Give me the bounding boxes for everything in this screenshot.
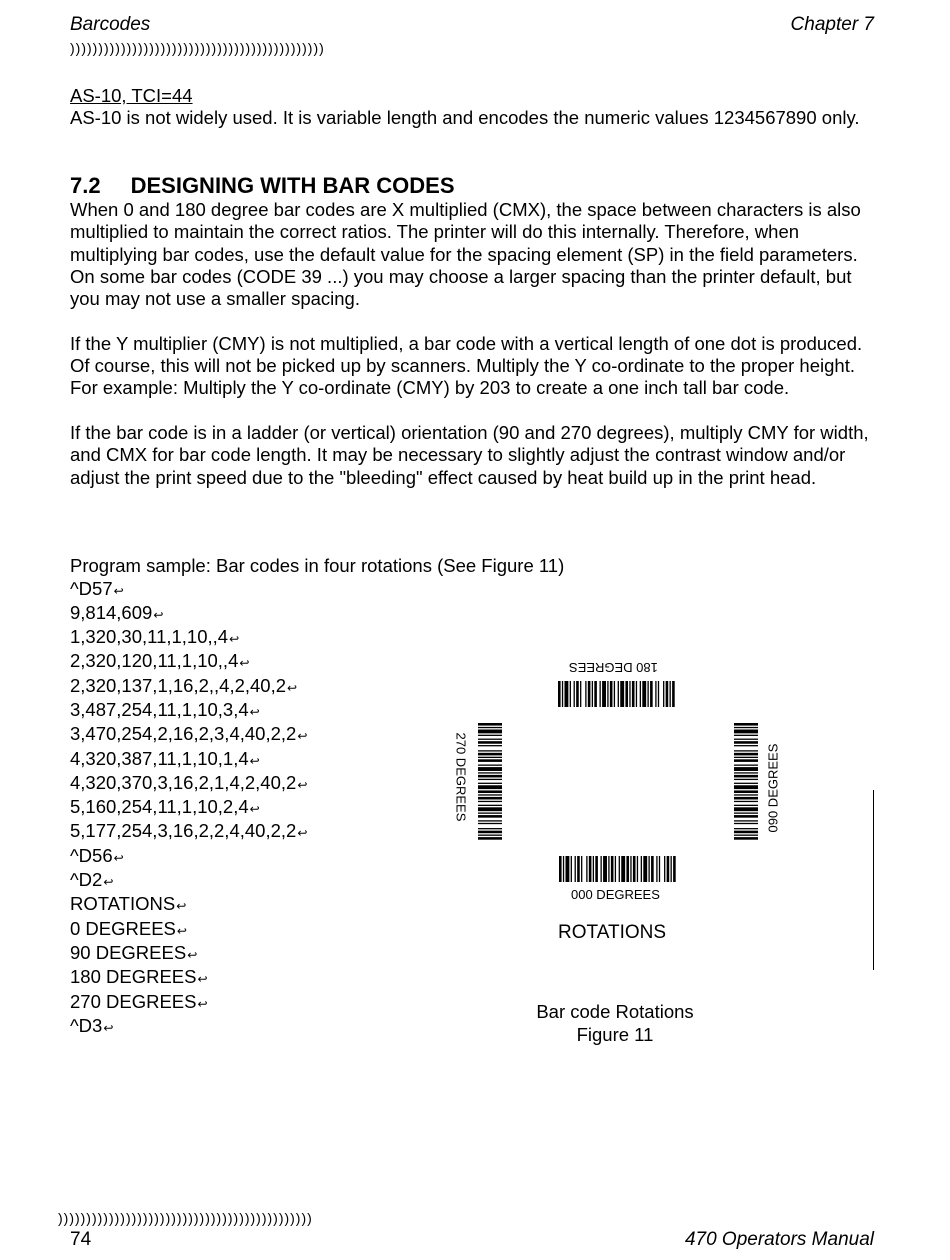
page-number: 74 [70, 1229, 92, 1250]
barcode-bar [673, 856, 676, 882]
return-arrow-icon: ↩ [103, 875, 114, 890]
barcode-bar [580, 681, 581, 707]
barcode-bar [478, 772, 502, 773]
return-arrow-icon: ↩ [187, 947, 198, 962]
running-header-right: Chapter 7 [790, 14, 874, 35]
barcode-bar [734, 753, 758, 756]
barcode-bar [734, 820, 758, 821]
barcode-bar [478, 783, 502, 784]
code-line-text: ROTATIONS [70, 893, 176, 915]
code-line-text: 5,160,254,11,1,10,2,4 [70, 796, 249, 818]
barcode-bar [734, 745, 758, 746]
section-heading [70, 173, 455, 199]
barcode-bar [734, 805, 758, 806]
barcode-bar [734, 835, 758, 836]
barcode-bar [670, 681, 671, 707]
label-090-degrees: 090 DEGREES [765, 743, 781, 833]
as10-text: AS-10 is not widely used. It is variable length and encodes the numeric values 1234567890 only. [70, 107, 860, 129]
barcode-bar [478, 767, 502, 771]
barcode-bar [734, 797, 758, 800]
barcode-bar [478, 820, 502, 821]
barcode-bar [607, 681, 608, 707]
barcode-bar [658, 681, 659, 707]
code-line-text: 9,814,609 [70, 601, 153, 623]
barcode-bar [632, 681, 635, 707]
code-line-text: 3,470,254,2,16,2,3,4,40,2,2 [70, 723, 297, 745]
barcode-bar [589, 856, 592, 882]
code-line-text: 5,177,254,3,16,2,2,4,40,2,2 [70, 820, 297, 842]
barcode-bar [626, 856, 629, 882]
code-line-text: 0 DEGREES [70, 917, 176, 939]
code-line [70, 918, 307, 942]
barcode-bar [594, 681, 597, 707]
barcode-bar [478, 757, 502, 758]
code-line-text: 4,320,387,11,1,10,1,4 [70, 747, 249, 769]
barcode-bar [734, 759, 758, 762]
barcode-bar [478, 775, 502, 778]
barcode-bar [659, 856, 660, 882]
barcode-bar [603, 856, 607, 882]
barcode-bar [576, 681, 579, 707]
code-line [70, 991, 307, 1015]
barcode-bar [672, 681, 675, 707]
return-arrow-icon: ↩ [249, 802, 260, 817]
code-line [70, 1015, 307, 1039]
barcode-bar [734, 775, 758, 778]
barcode-bar [586, 856, 587, 882]
running-header-left: Barcodes [70, 14, 151, 35]
code-line-text: 270 DEGREES [70, 990, 197, 1012]
barcode-bar [558, 681, 561, 707]
barcode-bar [577, 856, 580, 882]
barcode-bar [478, 837, 502, 840]
barcode-bar [620, 681, 624, 707]
barcode-bar [478, 785, 502, 789]
barcode-bar [592, 681, 593, 707]
barcode-bar [478, 750, 502, 751]
section-title: DESIGNING WITH BAR CODES [130, 173, 455, 198]
return-arrow-icon: ↩ [153, 607, 164, 622]
barcode-bar [734, 823, 758, 824]
barcode-bar [478, 727, 502, 728]
return-arrow-icon: ↩ [297, 777, 308, 792]
figure-11 [440, 650, 800, 960]
barcode-bar [734, 815, 758, 818]
barcode-bar [647, 681, 648, 707]
paragraph-ladder: If the bar code is in a ladder (or vertical) orientation (90 and 270 degrees), multiply CMY for width, and CMX for bar code length. It may be necessary to slightly adjust the contrast window and/or adjust the print speed due to the "bleeding" effect caused by heat build up in the print head. [70, 421, 869, 488]
barcode-270-degrees [478, 723, 502, 841]
barcode-bar [629, 681, 630, 707]
barcode-bar [664, 856, 665, 882]
manual-title: 470 Operators Manual [684, 1229, 874, 1250]
barcode-bar [478, 828, 502, 829]
barcode-bar [478, 815, 502, 818]
code-line-text: 3,487,254,11,1,10,3,4 [70, 698, 249, 720]
barcode-bar [478, 735, 502, 736]
label-270-degrees: 270 DEGREES [453, 732, 469, 822]
barcode-bar [636, 681, 637, 707]
code-line [70, 675, 307, 699]
return-arrow-icon: ↩ [287, 680, 298, 695]
code-line-text: 90 DEGREES [70, 941, 187, 963]
code-line [70, 602, 307, 626]
barcode-bar [478, 823, 502, 824]
barcode-bar [734, 764, 758, 765]
barcode-bar [614, 681, 615, 707]
footer-rule: ))))))))))))))))))))))))))))))))))))))))))))) [58, 1210, 313, 1226]
barcode-bar [734, 757, 758, 758]
barcode-bar [478, 764, 502, 765]
code-line [70, 772, 307, 796]
code-line-text: ^D56 [70, 844, 113, 866]
barcode-bar [651, 856, 654, 882]
barcode-bar [630, 856, 631, 882]
barcode-bar [734, 794, 758, 795]
barcode-bar [570, 681, 571, 707]
barcode-bar [575, 856, 576, 882]
return-arrow-icon: ↩ [249, 704, 260, 719]
barcode-bar [734, 807, 758, 811]
as10-heading: AS-10, TCI=44 [70, 85, 193, 106]
program-code [70, 578, 307, 1040]
barcode-bar [610, 681, 613, 707]
code-line-text: ^D3 [70, 1014, 103, 1036]
barcode-bar [478, 779, 502, 780]
program-intro: Program sample: Bar codes in four rotations (See Figure 11) [70, 555, 565, 576]
barcode-bar [478, 753, 502, 756]
paragraph-cmy: If the Y multiplier (CMY) is not multiplied, a bar code with a vertical length of one dot is produced. Of course, this will not be picked up by scanners. Multiply the Y co-ordinate to the proper height. For example: Multiply the Y co-ordinate (CMY) by 203 to create a one inch tall bar code. [70, 332, 863, 399]
code-line-text: 4,320,370,3,16,2,1,4,2,40,2 [70, 771, 297, 793]
barcode-bar [650, 681, 653, 707]
section-body [70, 199, 880, 489]
return-arrow-icon: ↩ [229, 632, 240, 647]
barcode-180-degrees [558, 681, 676, 707]
code-line-text: ^D2 [70, 869, 103, 891]
barcode-bar [641, 856, 642, 882]
barcode-bar [595, 856, 598, 882]
barcode-bar [655, 681, 656, 707]
caption-title: Bar code Rotations [536, 1001, 694, 1022]
barcode-bar [608, 856, 609, 882]
barcode-bar [734, 831, 758, 834]
code-line [70, 845, 307, 869]
barcode-bar [478, 801, 502, 802]
barcode-bar [633, 856, 636, 882]
barcode-bar [588, 681, 591, 707]
barcode-bar [478, 729, 502, 733]
return-arrow-icon: ↩ [297, 729, 308, 744]
barcode-bar [478, 741, 502, 744]
barcode-bar [478, 797, 502, 800]
barcode-bar [559, 856, 562, 882]
barcode-bar [478, 807, 502, 811]
code-line [70, 626, 307, 650]
barcode-bar [656, 856, 657, 882]
barcode-bar [734, 739, 758, 740]
return-arrow-icon: ↩ [113, 850, 124, 865]
barcode-bar [734, 812, 758, 813]
barcode-bar [640, 681, 641, 707]
code-line [70, 820, 307, 844]
code-line [70, 578, 307, 602]
barcode-bar [599, 681, 600, 707]
section-number: 7.2 [70, 173, 101, 198]
barcode-bar [571, 856, 572, 882]
barcode-bar [593, 856, 594, 882]
barcode-bar [625, 681, 628, 707]
margin-rule [873, 790, 874, 970]
barcode-bar [478, 745, 502, 746]
code-line [70, 869, 307, 893]
barcode-bar [478, 831, 502, 834]
barcode-bar [637, 856, 638, 882]
barcode-bar [478, 794, 502, 795]
code-line-text: ^D57 [70, 577, 113, 599]
barcode-090-degrees [734, 723, 758, 841]
barcode-bar [642, 681, 646, 707]
as10-block [70, 85, 880, 130]
barcode-bar [734, 729, 758, 733]
return-arrow-icon: ↩ [103, 1020, 114, 1035]
return-arrow-icon: ↩ [176, 923, 187, 938]
code-line-text: 2,320,120,11,1,10,,4 [70, 650, 239, 672]
header-rule: ))))))))))))))))))))))))))))))))))))))))))))) [70, 40, 325, 56]
return-arrow-icon: ↩ [176, 899, 187, 914]
code-line [70, 748, 307, 772]
return-arrow-icon: ↩ [197, 972, 208, 987]
label-rotations: ROTATIONS [558, 922, 667, 943]
barcode-bar [734, 785, 758, 789]
barcode-bar [618, 681, 619, 707]
barcode-bar [648, 856, 649, 882]
return-arrow-icon: ↩ [249, 753, 260, 768]
barcode-bar [734, 741, 758, 744]
return-arrow-icon: ↩ [297, 826, 308, 841]
barcode-bar [734, 735, 758, 736]
barcode-bar [602, 681, 606, 707]
barcode-bar [663, 681, 664, 707]
barcode-bar [563, 856, 564, 882]
barcode-bar [734, 750, 758, 751]
barcode-bar [478, 812, 502, 813]
barcode-bar [611, 856, 614, 882]
return-arrow-icon: ↩ [197, 996, 208, 1011]
barcode-bar [581, 856, 582, 882]
paragraph-cmx: When 0 and 180 degree bar codes are X multiplied (CMX), the space between characters is also multiplied to maintain the correct ratios. The printer will do this internally. Therefore, when multiplying bar codes, use the default value for the spacing element (SP) in the field parameters. On some bar codes (CODE 39 ...) you may choose a larger spacing than the printer default, but you may not use a smaller spacing. [70, 199, 861, 310]
barcode-bar [600, 856, 601, 882]
barcode-bar [478, 723, 502, 726]
code-line [70, 723, 307, 747]
barcode-bar [734, 828, 758, 829]
barcode-bar [565, 856, 569, 882]
code-line [70, 650, 307, 674]
barcode-bar [734, 790, 758, 793]
barcode-bar [734, 772, 758, 773]
label-000-degrees: 000 DEGREES [571, 887, 660, 902]
barcode-bar [734, 779, 758, 780]
barcode-bar [574, 681, 575, 707]
barcode-bar [667, 856, 670, 882]
barcode-bar [478, 790, 502, 793]
barcode-bar [619, 856, 620, 882]
barcode-bar [585, 681, 586, 707]
barcode-bar [615, 856, 616, 882]
code-line [70, 796, 307, 820]
return-arrow-icon: ↩ [239, 656, 250, 671]
barcode-bar [734, 727, 758, 728]
barcode-bar [734, 767, 758, 771]
return-arrow-icon: ↩ [113, 583, 124, 598]
caption-number: Figure 11 [576, 1023, 654, 1045]
barcode-bar [562, 681, 563, 707]
barcode-bar [621, 856, 625, 882]
barcode-bar [666, 681, 669, 707]
barcode-000-degrees [559, 856, 677, 882]
barcode-bar [671, 856, 672, 882]
barcode-bar [734, 801, 758, 802]
barcode-bar [478, 805, 502, 806]
barcode-bar [643, 856, 647, 882]
code-line [70, 893, 307, 917]
code-line [70, 942, 307, 966]
code-line-text: 1,320,30,11,1,10,,4 [70, 626, 229, 648]
barcode-bar [564, 681, 568, 707]
figure-caption [510, 1001, 720, 1046]
code-line-text: 2,320,137,1,16,2,,4,2,40,2 [70, 674, 287, 696]
barcode-bar [478, 739, 502, 740]
code-line-text: 180 DEGREES [70, 966, 197, 988]
barcode-bar [734, 783, 758, 784]
barcode-bar [478, 835, 502, 836]
code-line [70, 966, 307, 990]
barcode-bar [478, 759, 502, 762]
barcode-bar [734, 837, 758, 840]
barcode-bar [734, 723, 758, 726]
code-line [70, 699, 307, 723]
label-180-degrees: 180 DEGREES [569, 660, 658, 675]
